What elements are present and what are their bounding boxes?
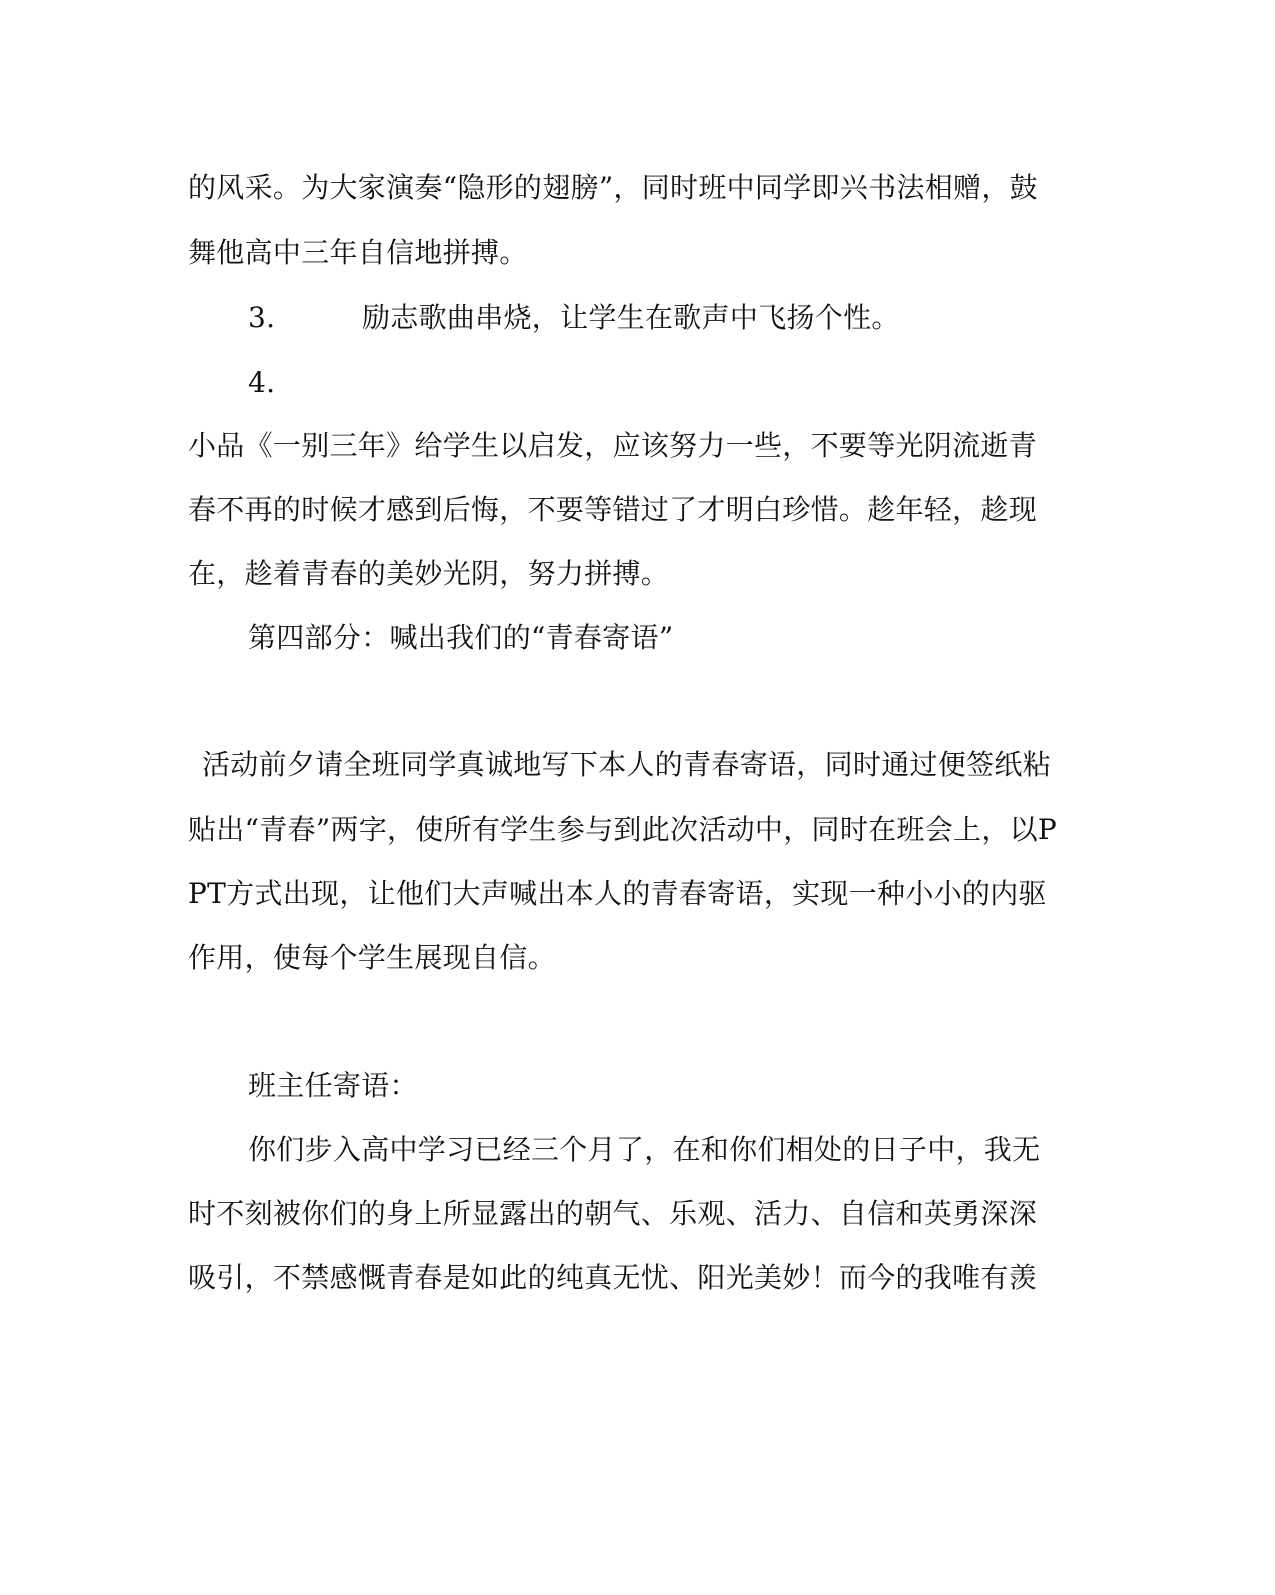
paragraph-line: 贴出“青春”两字，使所有学生参与到此次活动中，同时在班会上，以P <box>188 813 1058 846</box>
teacher-message-heading: 班主任寄语： <box>248 1069 418 1102</box>
paragraph-line: 的风采。为大家演奏“隐形的翅膀”，同时班中同学即兴书法相赠，鼓 <box>188 171 1038 204</box>
paragraph-line: PT方式出现，让他们大声喊出本人的青春寄语，实现一种小小的内驱 <box>188 877 1047 910</box>
paragraph-line: 你们步入高中学习已经三个月了，在和你们相处的日子中，我无 <box>248 1133 1041 1166</box>
list-item-text: 励志歌曲串烧，让学生在歌声中飞扬个性。 <box>362 301 900 334</box>
paragraph-line: 时不刻被你们的身上所显露出的朝气、乐观、活力、自信和英勇深深 <box>188 1197 1038 1230</box>
paragraph-line: 吸引，不禁感慨青春是如此的纯真无忧、阳光美妙！而今的我唯有羡 <box>188 1261 1038 1294</box>
paragraph-line: 作用，使每个学生展现自信。 <box>188 941 556 974</box>
paragraph-line: 舞他高中三年自信地拼搏。 <box>188 236 528 269</box>
section-heading: 第四部分：喊出我们的“青春寄语” <box>248 621 674 654</box>
paragraph-line: 在，趁着青春的美妙光阴，努力拼搏。 <box>188 557 670 590</box>
paragraph-line: 活动前夕请全班同学真诚地写下本人的青春寄语，同时通过便签纸粘 <box>202 748 1052 781</box>
list-item-number: 4. <box>248 366 276 399</box>
paragraph-line: 春不再的时候才感到后悔，不要等错过了才明白珍惜。趁年轻，趁现 <box>188 493 1038 526</box>
list-item-number: 3. <box>248 301 276 334</box>
paragraph-line: 小品《一别三年》给学生以启发，应该努力一些，不要等光阴流逝青 <box>188 429 1038 462</box>
